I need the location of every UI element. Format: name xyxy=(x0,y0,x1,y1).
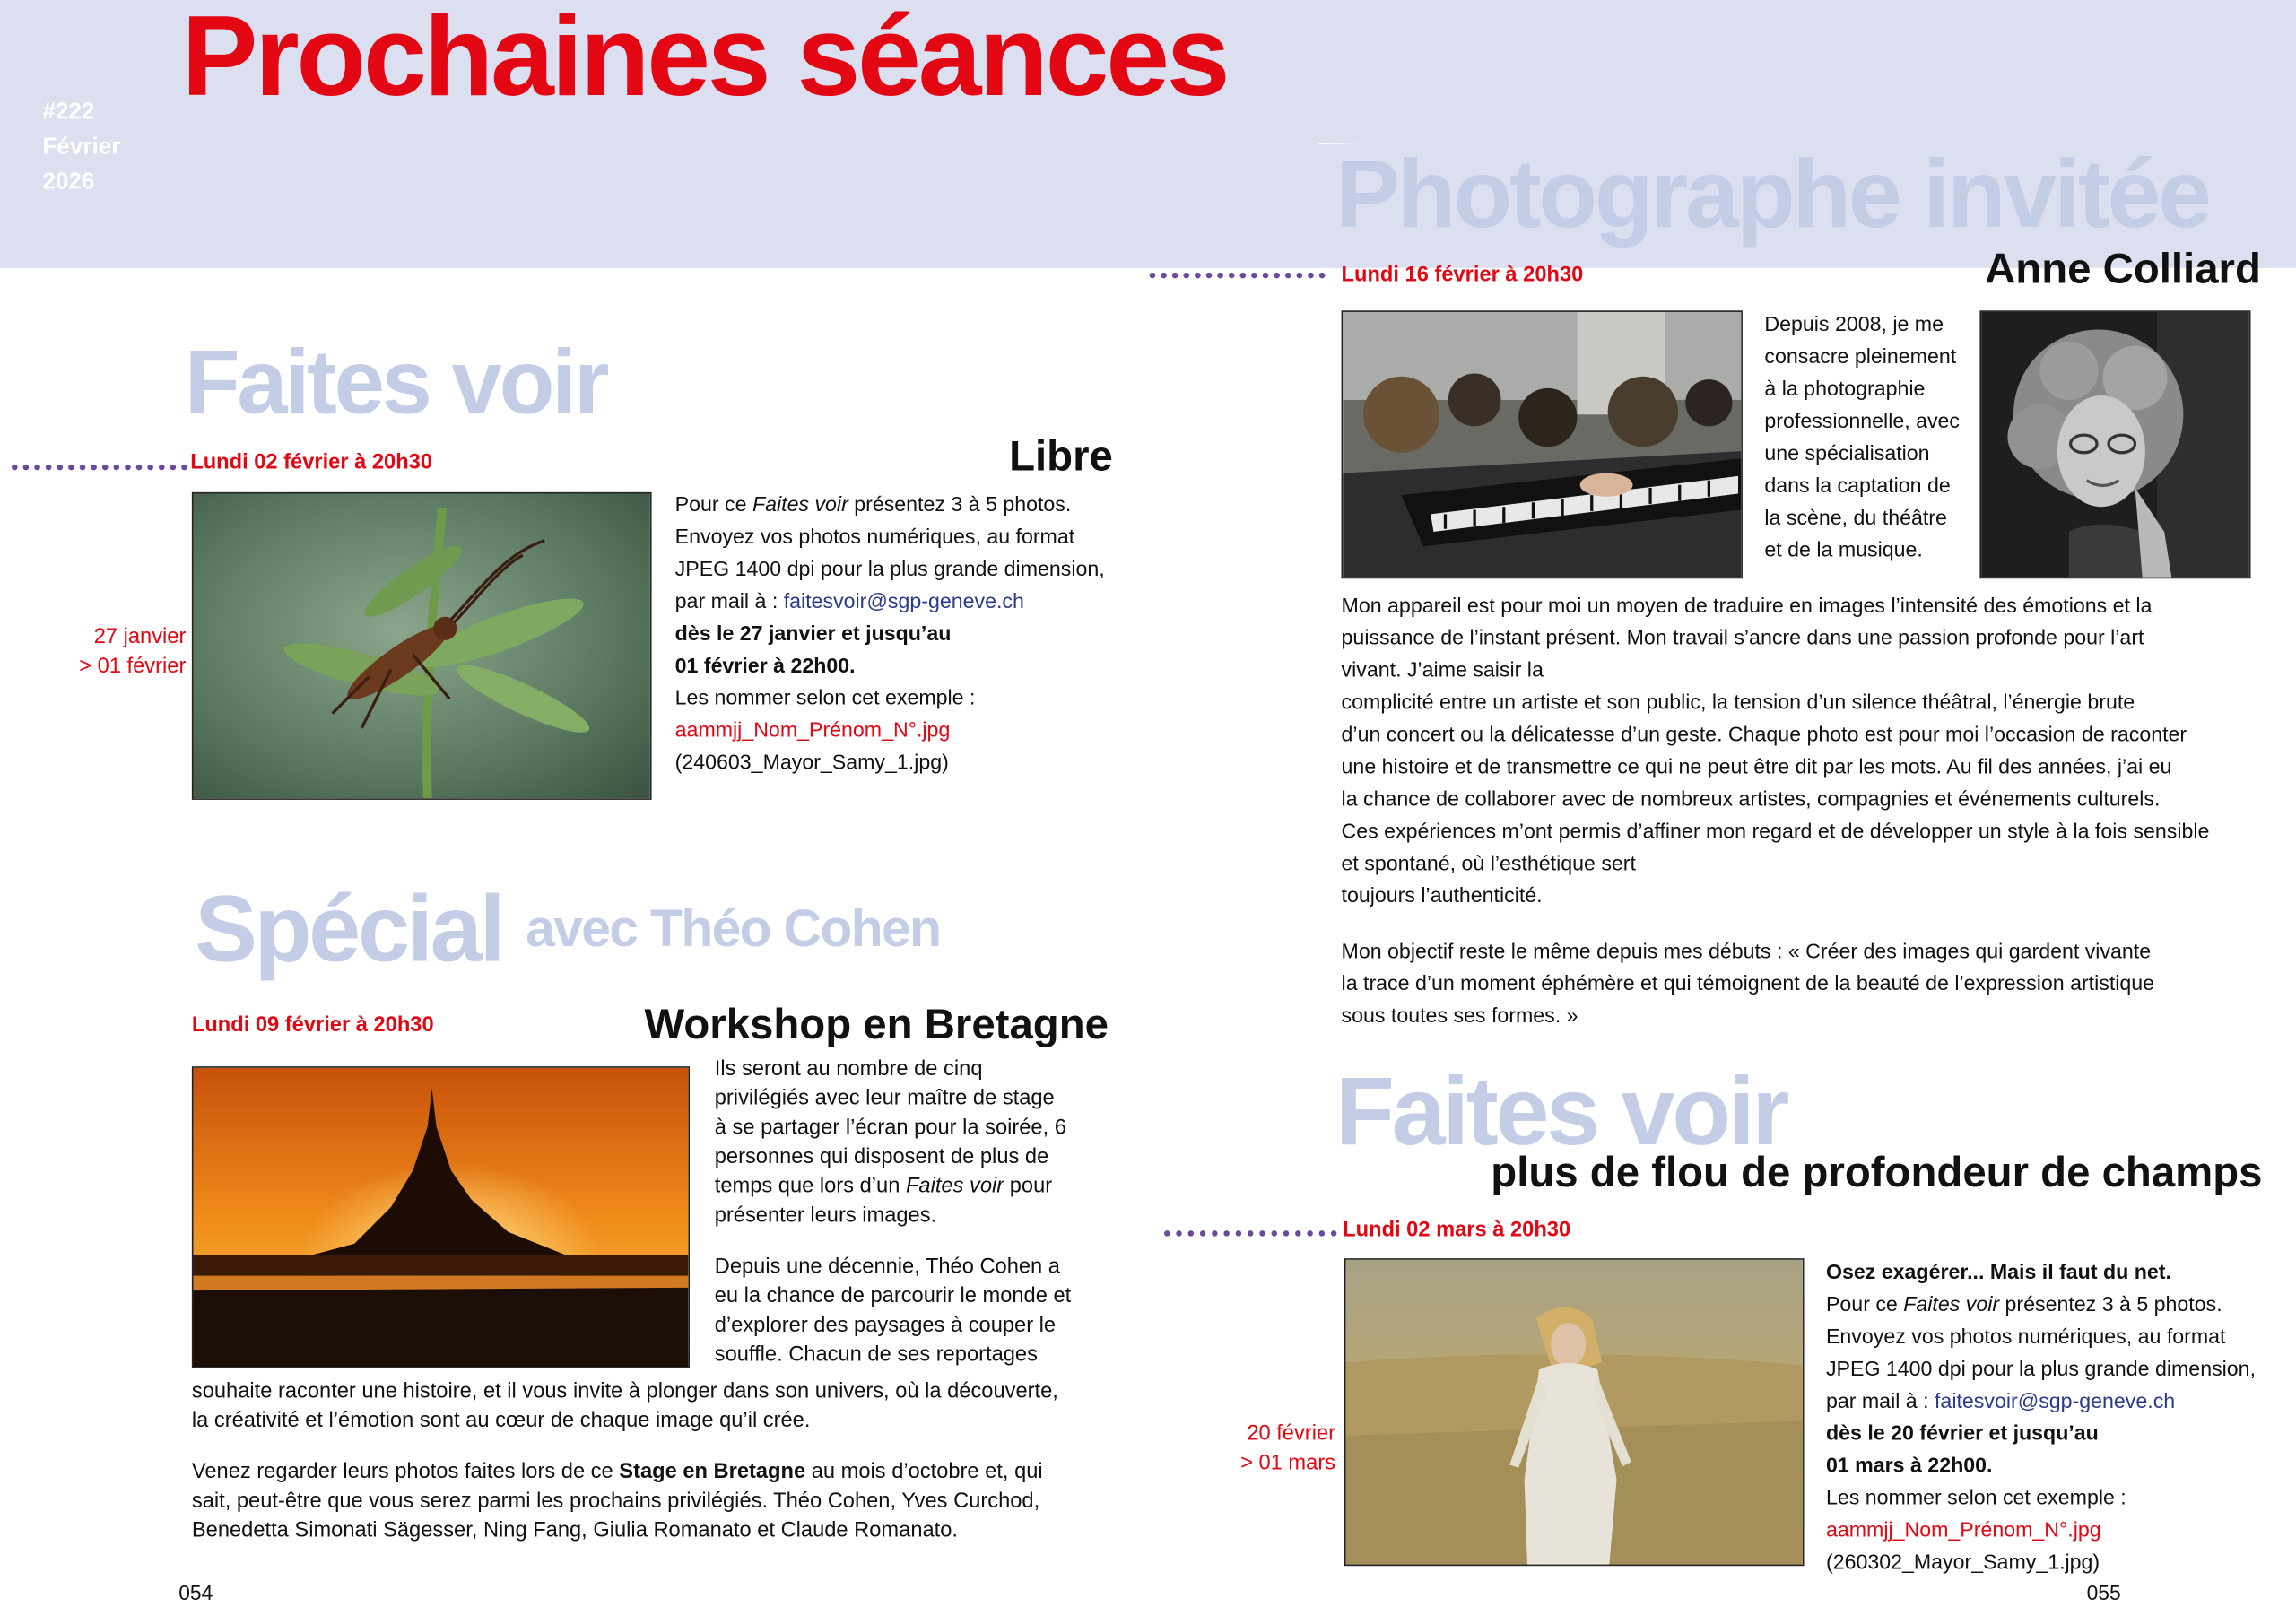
text-line xyxy=(1342,622,2279,655)
text-span: complicité entre un artiste et son public, la tension d’un silence théâtral, l’énergie brute xyxy=(1341,691,2135,716)
text-span: Depuis une décennie, Théo Cohen a xyxy=(714,1255,1060,1279)
period-start: 20 février xyxy=(1247,1422,1336,1446)
text-line xyxy=(715,1340,1132,1369)
text-span: une histoire et de transmettre ce qui ne peut être dit par les mots. Au fil des années, j’ai eu xyxy=(1341,755,2172,780)
faites-voir-instructions xyxy=(1826,1257,2280,1579)
period-end: > 01 mars xyxy=(1240,1451,1336,1475)
text-span: Faites voir xyxy=(752,493,848,517)
text-span: Stage en Bretagne xyxy=(619,1459,806,1483)
text-line xyxy=(675,618,1129,650)
email-link[interactable]: faitesvoir@sgp-geneve.ch xyxy=(783,590,1024,614)
text-line xyxy=(1342,881,2279,913)
event-heading: Workshop en Bretagne xyxy=(644,1002,1109,1049)
text-line xyxy=(1764,438,1984,470)
text-span: Ils seront au nombre de cinq xyxy=(714,1057,983,1081)
text-line xyxy=(192,1486,1129,1516)
text-span: Osez exagérer... Mais il faut du net. xyxy=(1825,1261,2171,1285)
text-line xyxy=(1342,655,2279,687)
email-link[interactable]: faitesvoir@sgp-geneve.ch xyxy=(1935,1390,2176,1414)
text-line xyxy=(1826,1450,2280,1482)
text-line xyxy=(715,1142,1132,1172)
text-span: au mois d’octobre et, qui xyxy=(805,1459,1043,1483)
submission-period xyxy=(79,622,186,681)
text-line xyxy=(715,1230,1132,1252)
text-line xyxy=(675,522,1129,554)
event-date: Lundi 16 février à 20h30 xyxy=(1341,264,1584,288)
header-band-right xyxy=(1312,0,2296,143)
text-line xyxy=(715,1055,1132,1084)
text-span: et spontané, où l’esthétique sert xyxy=(1341,852,1636,876)
section-label-faites-voir: Faites voir xyxy=(1335,1055,1787,1165)
text-line xyxy=(675,747,1129,779)
text-span: présentez 3 à 5 photos. xyxy=(848,493,1072,517)
text-line xyxy=(1342,719,2279,751)
text-line xyxy=(1764,342,1984,374)
dotted-leader xyxy=(1164,1230,1337,1237)
guest-intro xyxy=(1764,309,1984,567)
photo-concert-crowd xyxy=(1342,310,1743,578)
photo-portrait-anne-colliard xyxy=(1979,310,2250,578)
issue-year: 2026 xyxy=(42,169,95,195)
text-span: 01 mars à 22h00. xyxy=(1825,1455,1993,1479)
text-span: la trace d’un moment éphémère et qui témoignent de la beauté de l’expression artistique xyxy=(1341,972,2155,996)
text-span: dès le 20 février et jusqu’au xyxy=(1825,1422,2099,1446)
dotted-leader xyxy=(12,465,187,471)
section-label-special: Spécial xyxy=(195,875,503,982)
guest-body xyxy=(1342,590,2279,912)
workshop-body xyxy=(192,1377,1129,1544)
text-span: par mail à : xyxy=(1825,1390,1935,1414)
text-span: Envoyez vos photos numériques, au format xyxy=(674,526,1075,550)
text-span: Mon appareil est pour moi un moyen de traduire en images l’intensité des émotions et la xyxy=(1341,595,2152,619)
text-span: temps que lors d’un xyxy=(714,1175,906,1199)
section-label-faites-voir: Faites voir xyxy=(184,332,607,434)
text-line xyxy=(1764,470,1984,502)
text-span: Les nommer selon cet exemple : xyxy=(1825,1487,2126,1511)
text-span: (240603_Mayor_Samy_1.jpg) xyxy=(674,751,949,776)
text-line xyxy=(1764,534,1984,567)
text-line xyxy=(192,1457,1129,1487)
issue-number: #222 xyxy=(42,100,95,125)
text-line xyxy=(1342,590,2279,622)
text-line xyxy=(675,650,1129,682)
submission-period xyxy=(1240,1420,1335,1478)
text-line xyxy=(1342,969,2279,1001)
text-line xyxy=(1826,1353,2280,1385)
workshop-intro xyxy=(715,1055,1132,1368)
page-number: 055 xyxy=(2086,1580,2121,1604)
text-line xyxy=(675,682,1129,715)
issue-month: Février xyxy=(42,135,121,161)
text-span: souffle. Chacun de ses reportages xyxy=(714,1342,1038,1367)
page-number: 054 xyxy=(178,1580,213,1604)
text-span: la créativité et l’émotion sont au cœur de chaque image qu’il crée. xyxy=(191,1409,811,1433)
text-line xyxy=(675,490,1129,522)
filename-example: aammjj_Nom_Prénom_N°.jpg xyxy=(674,719,951,743)
faites-voir-instructions xyxy=(675,490,1129,779)
section-label-guest: Photographe invitée xyxy=(1335,139,2209,248)
text-line xyxy=(1826,1418,2280,1450)
text-span: sait, peut-être que vous serez parmi les prochains privilégiés. Théo Cohen, Yves Curchod, xyxy=(191,1489,1040,1513)
text-line xyxy=(192,1377,1129,1406)
text-line xyxy=(1826,1385,2280,1418)
text-span: (260302_Mayor_Samy_1.jpg) xyxy=(1825,1551,2100,1576)
filename-example: aammjj_Nom_Prénom_N°.jpg xyxy=(1825,1518,2101,1543)
text-line xyxy=(1764,502,1984,534)
text-line xyxy=(675,586,1129,618)
period-start: 27 janvier xyxy=(93,625,187,649)
text-span: Ces expériences m’ont permis d’affiner mon regard et de développer un style à la fois sensible xyxy=(1341,820,2210,844)
text-span: pour xyxy=(1004,1175,1053,1199)
text-line xyxy=(1826,1289,2280,1321)
text-line xyxy=(1342,784,2279,816)
photo-woman-wheat-field xyxy=(1344,1258,1805,1566)
text-line xyxy=(675,553,1129,586)
page-title: Prochaines séances xyxy=(181,0,1228,120)
text-line xyxy=(715,1113,1132,1142)
text-line xyxy=(715,1172,1132,1202)
event-date: Lundi 02 mars à 20h30 xyxy=(1343,1219,1571,1243)
text-span: par mail à : xyxy=(674,590,784,614)
text-span: dès le 27 janvier et jusqu’au xyxy=(674,622,952,647)
text-span: Les nommer selon cet exemple : xyxy=(674,687,976,711)
text-span: toujours l’authenticité. xyxy=(1341,884,1543,908)
section-label-special-sub: avec Théo Cohen xyxy=(526,898,941,959)
text-span: personnes qui disposent de plus de xyxy=(714,1145,1049,1169)
text-line xyxy=(1342,848,2279,881)
text-line xyxy=(1342,751,2279,784)
text-span: souhaite raconter une histoire, et il vous invite à plonger dans son univers, où la découverte, xyxy=(191,1379,1058,1403)
text-span: JPEG 1400 dpi pour la plus grande dimension, xyxy=(1825,1358,2257,1382)
text-line xyxy=(1764,374,1984,406)
text-span: d’un concert ou la délicatesse d’un geste. Chaque photo est pour moi l’occasion de raconter xyxy=(1341,723,2187,748)
text-span: Pour ce xyxy=(1825,1293,1904,1317)
text-span: présentez 3 à 5 photos. xyxy=(1999,1293,2222,1317)
text-line xyxy=(715,1281,1132,1310)
period-end: > 01 février xyxy=(79,655,187,679)
text-line xyxy=(192,1406,1129,1436)
text-span: et de la musique. xyxy=(1764,539,1923,563)
text-span: vivant. J’aime saisir la xyxy=(1341,659,1544,683)
text-span: puissance de l’instant présent. Mon travail s’ancre dans une passion profonde pour l’art xyxy=(1341,627,2144,651)
text-line xyxy=(1826,1321,2280,1353)
text-span: Venez regarder leurs photos faites lors de ce xyxy=(191,1459,620,1483)
text-span: privilégiés avec leur maître de stage xyxy=(714,1087,1055,1111)
text-span: Benedetta Simonati Sägesser, Ning Fang, Giulia Romanato et Claude Romanato. xyxy=(191,1518,958,1542)
guest-quote xyxy=(1342,936,2279,1033)
text-span: 01 février à 22h00. xyxy=(674,655,856,679)
text-line xyxy=(1342,816,2279,848)
text-line xyxy=(1826,1482,2280,1515)
text-line xyxy=(715,1310,1132,1340)
text-line xyxy=(715,1252,1132,1281)
text-line xyxy=(1764,309,1984,342)
text-span: dans la captation de xyxy=(1764,474,1951,499)
photo-insect xyxy=(192,492,652,800)
text-line xyxy=(192,1516,1129,1545)
text-span: la chance de collaborer avec de nombreux artistes, compagnies et événements culturels. xyxy=(1341,787,2161,812)
guest-name: Anne Colliard xyxy=(1985,246,2261,293)
event-heading: plus de flou de profondeur de champs xyxy=(1491,1150,2263,1197)
text-span: présenter leurs images. xyxy=(714,1203,937,1228)
text-line xyxy=(1342,1001,2279,1033)
text-span: Faites voir xyxy=(1903,1293,2000,1317)
text-line xyxy=(1764,405,1984,438)
text-line xyxy=(1342,936,2279,969)
issue-info xyxy=(42,95,120,201)
event-date: Lundi 02 février à 20h30 xyxy=(190,451,433,475)
text-line xyxy=(1826,1547,2280,1579)
text-span: Envoyez vos photos numériques, au format xyxy=(1825,1325,2226,1350)
text-span: d’explorer des paysages à couper le xyxy=(714,1313,1057,1337)
text-line xyxy=(192,1436,1129,1457)
event-date: Lundi 09 février à 20h30 xyxy=(191,1013,434,1038)
text-span: à la photographie xyxy=(1764,378,1926,402)
text-span: une spécialisation xyxy=(1764,442,1930,466)
text-span: consacre pleinement xyxy=(1764,345,1957,369)
text-line xyxy=(1826,1257,2280,1290)
text-span: eu la chance de parcourir le monde et xyxy=(714,1283,1072,1307)
photo-mont-saint-michel xyxy=(192,1066,690,1368)
text-line xyxy=(1342,687,2279,719)
text-line xyxy=(675,715,1129,747)
text-span: Depuis 2008, je me xyxy=(1764,313,1944,337)
text-span: Faites voir xyxy=(905,1175,1004,1199)
text-span: Mon objectif reste le même depuis mes débuts : « Créer des images qui gardent vivante xyxy=(1341,940,2152,964)
dotted-leader xyxy=(1150,273,1326,279)
text-line xyxy=(1826,1515,2280,1547)
text-span: Pour ce xyxy=(674,493,752,517)
text-span: professionnelle, avec xyxy=(1764,410,1961,434)
text-span: à se partager l’écran pour la soirée, 6 xyxy=(714,1116,1066,1140)
text-span: sous toutes ses formes. » xyxy=(1341,1004,1578,1029)
text-line xyxy=(715,1084,1132,1114)
text-span: JPEG 1400 dpi pour la plus grande dimension, xyxy=(674,558,1105,582)
text-line xyxy=(715,1201,1132,1230)
event-heading: Libre xyxy=(1009,433,1113,481)
text-span: la scène, du théâtre xyxy=(1764,507,1947,531)
